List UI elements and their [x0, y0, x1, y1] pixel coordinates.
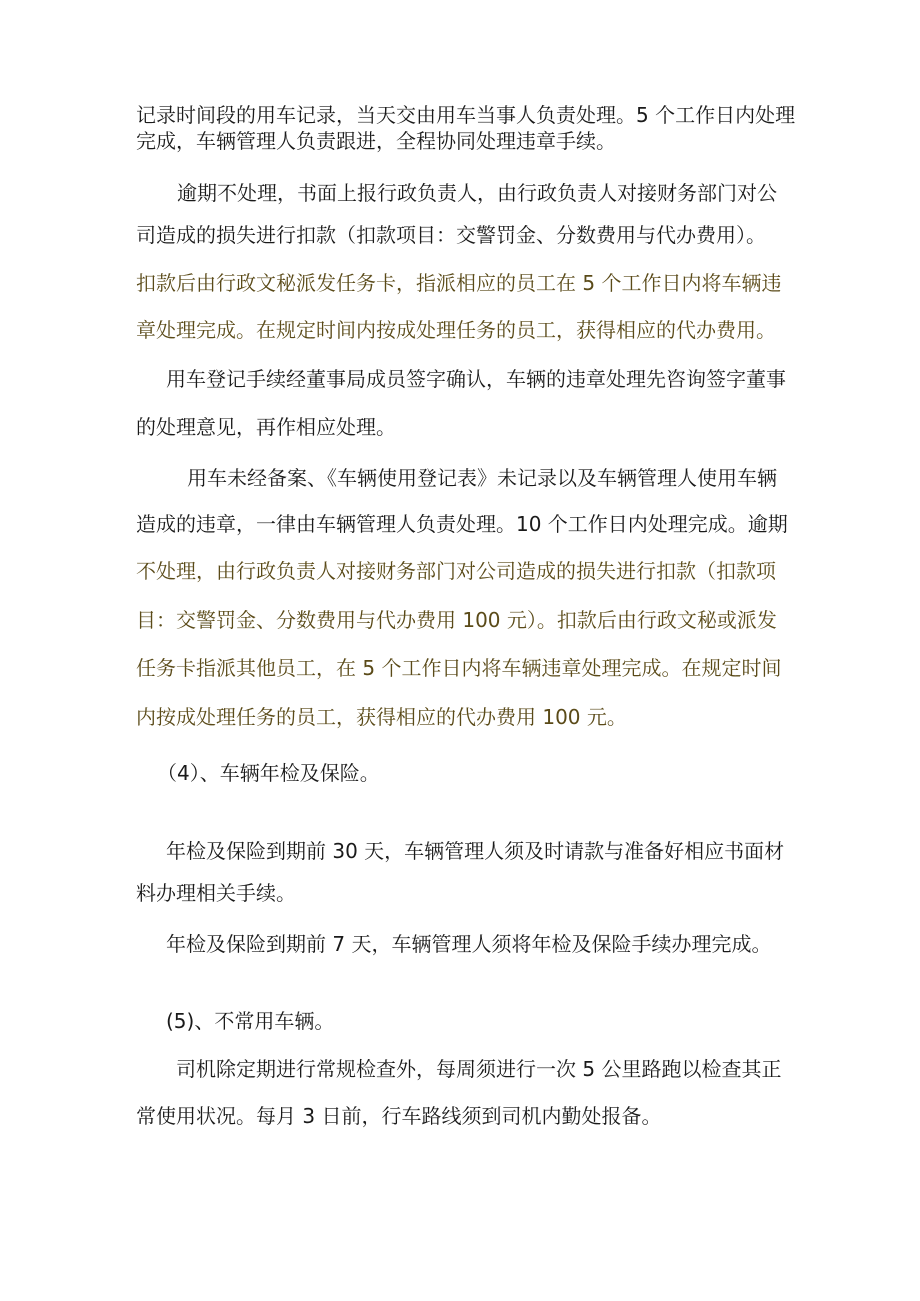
text-line: 完成，车辆管理人负责跟进，全程协同处理违章手续。 — [136, 129, 616, 153]
text-line: 内按成处理任务的员工，获得相应的代办费用 100 元。 — [136, 705, 627, 729]
text-line: 司机除定期进行常规检查外，每周须进行一次 5 公里路跑以检查其正 — [176, 1057, 782, 1081]
text-line: 用车未经备案、《车辆使用登记表》未记录以及车辆管理人使用车辆 — [187, 466, 777, 490]
text-line: 常使用状况。每月 3 日前，行车路线须到司机内勤处报备。 — [136, 1104, 662, 1128]
text-line: 年检及保险到期前 30 天，车辆管理人须及时请款与准备好相应书面材 — [166, 839, 785, 863]
section-title: （4）、车辆年检及保险。 — [157, 761, 380, 785]
text-line: 任务卡指派其他员工，在 5 个工作日内将车辆违章处理完成。在规定时间 — [136, 656, 782, 680]
text-line: 不处理，由行政负责人对接财务部门对公司造成的损失进行扣款（扣款项 — [136, 559, 776, 583]
text-line: 料办理相关手续。 — [136, 881, 296, 905]
text-line: 章处理完成。在规定时间内按成处理任务的员工，获得相应的代办费用。 — [136, 318, 776, 342]
text-line: 用车登记手续经董事局成员签字确认，车辆的违章处理先咨询签字董事 — [166, 367, 786, 391]
text-line: 记录时间段的用车记录，当天交由用车当事人负责处理。5 个工作日内处理 — [136, 103, 796, 127]
text-line: 司造成的损失进行扣款（扣款项目：交警罚金、分数费用与代办费用）。 — [136, 223, 766, 247]
text-line: 年检及保险到期前 7 天，车辆管理人须将年检及保险手续办理完成。 — [166, 932, 772, 956]
text-line: 目：交警罚金、分数费用与代办费用 100 元）。扣款后由行政文秘或派发 — [136, 608, 777, 632]
section-title: (5)、不常用车辆。 — [166, 1009, 335, 1033]
text-line: 扣款后由行政文秘派发任务卡，指派相应的员工在 5 个工作日内将车辆违 — [136, 271, 782, 295]
text-line: 造成的违章，一律由车辆管理人负责处理。10 个工作日内处理完成。逾期 — [136, 512, 788, 536]
text-line: 逾期不处理，书面上报行政负责人，由行政负责人对接财务部门对公 — [177, 181, 777, 205]
text-line: 的处理意见，再作相应处理。 — [136, 415, 396, 439]
